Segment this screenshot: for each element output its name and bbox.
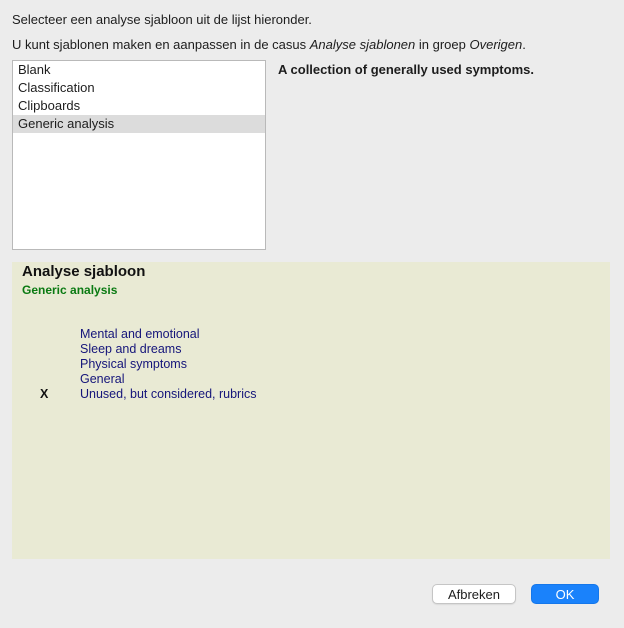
hint-before: U kunt sjablonen maken en aanpassen in de casus bbox=[12, 37, 310, 52]
section-label: Physical symptoms bbox=[80, 357, 187, 371]
template-list[interactable] bbox=[12, 60, 266, 250]
cancel-button[interactable]: Afbreken bbox=[432, 584, 516, 604]
ok-button[interactable]: OK bbox=[531, 584, 599, 604]
section-label: Sleep and dreams bbox=[80, 342, 182, 356]
section-label: Unused, but considered, rubrics bbox=[80, 387, 257, 401]
preview-title: Analyse sjabloon bbox=[22, 263, 146, 280]
instruction-text: Selecteer een analyse sjabloon uit de lijst hieronder. bbox=[12, 12, 312, 27]
template-item-classification[interactable]: Classification bbox=[18, 80, 95, 95]
preview-subtitle: Generic analysis bbox=[22, 283, 118, 297]
hint-end: . bbox=[522, 37, 526, 52]
template-item-generic-analysis[interactable]: Generic analysis bbox=[13, 115, 265, 133]
template-description: A collection of generally used symptoms. bbox=[278, 62, 534, 77]
section-marker: X bbox=[40, 387, 49, 401]
hint-text bbox=[12, 37, 526, 52]
hint-case-name: Analyse sjablonen bbox=[309, 37, 416, 52]
template-item-clipboards[interactable]: Clipboards bbox=[18, 98, 81, 113]
hint-mid: in groep bbox=[415, 37, 470, 52]
template-preview-panel bbox=[12, 262, 610, 559]
section-label: Mental and emotional bbox=[80, 327, 200, 341]
hint-group-name: Overigen bbox=[469, 37, 523, 52]
section-label: General bbox=[80, 372, 125, 386]
template-item-blank[interactable]: Blank bbox=[18, 62, 51, 77]
